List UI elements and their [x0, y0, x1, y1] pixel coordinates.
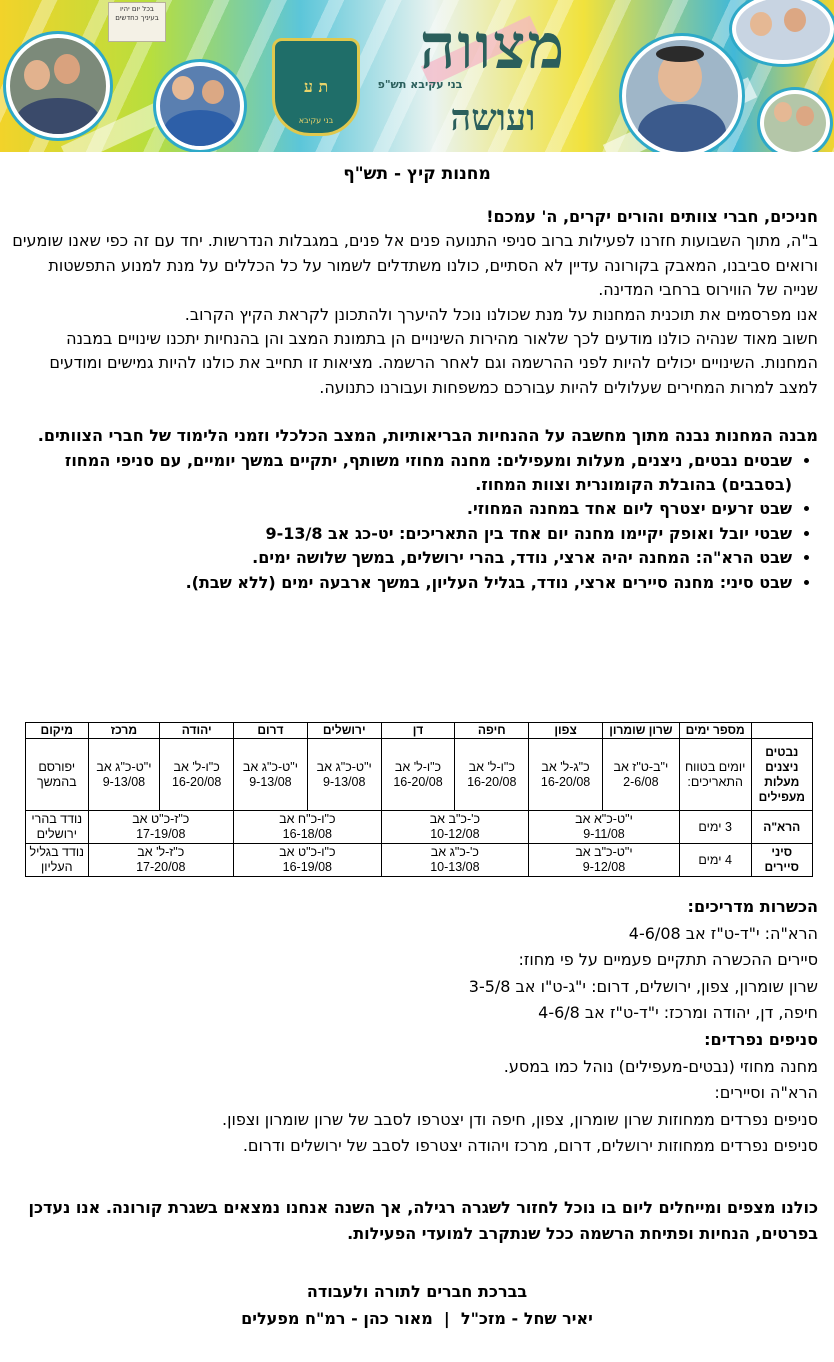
- table-cell: 3 ימים: [679, 811, 751, 844]
- branches-line: סניפים נפרדים ממחוזות ירושלים, דרום, מרכז ויהודה יצטרפו לסבב של ירושלים ודרום.: [242, 1136, 818, 1156]
- signoff: [0, 1278, 834, 1332]
- table-cell: כ'-כ"ב אב 10-12/08: [381, 811, 529, 844]
- table-row: [26, 811, 813, 844]
- banner-tagline: בני עקיבא תש"פ: [377, 78, 463, 91]
- training-heading: הכשרות מדריכים:: [687, 897, 818, 916]
- table-cell: י"ט-כ"ג אב 9-13/08: [88, 739, 160, 811]
- schedule-table-wrapper: [25, 722, 813, 876]
- table-header-cell: דן: [381, 723, 455, 739]
- table-cell: יפורסם בהמשך: [26, 739, 89, 811]
- table-cell: כ"ז-ל' אב 17-20/08: [88, 844, 234, 877]
- intro-paragraph: חשוב מאוד שנהיה כולנו מודעים לכך שלאור מהירות השינויים הן בתמונת המצב והן בהנחיות יתכנו שינויים במבנה המחנות. השינויים יכולים להיות לפני ההרשמה וגם לאחר הרשמה. מציאות זו תחייב את כולנו להיות גמישים ומודעים למצב למרות המחירים שעלולים להיות עבורכם כמשפחות ועבורנו כתנועה.: [49, 329, 818, 397]
- table-cell: כ"ו-ל' אב 16-20/08: [455, 739, 529, 811]
- list-item: • שבטים נבטים, ניצנים, מעלות ומעפילים: מחנה מחוזי משותף, יתקיים במשך יומיים, עם סניפי המחוז (בסבבים) בהובלת הקומונרית וצוות המחוז.: [12, 449, 792, 498]
- table-cell: 4 ימים: [679, 844, 751, 877]
- header-banner: [0, 0, 834, 152]
- table-header-cell: מרכז: [88, 723, 160, 739]
- banner-subtitle: ועושה: [450, 97, 536, 139]
- table-header-cell: שרון שומרון: [602, 723, 679, 739]
- table-cell: י"ב-ט"ז אב 2-6/08: [602, 739, 679, 811]
- photo-girls-bottom: [760, 90, 830, 152]
- photo-boy-headset: [622, 36, 742, 152]
- schedule-table: [25, 722, 813, 877]
- structure-heading: מבנה המחנות נבנה מתוך מחשבה על ההנחיות הבריאותיות, המצב הכלכלי וזמני הלימוד של חברי הצוותים.: [37, 426, 818, 446]
- table-cell: כ"ו-כ"ח אב 16-18/08: [234, 811, 382, 844]
- table-cell: נודד בהרי ירושלים: [26, 811, 89, 844]
- table-cell: כ'-כ"ג אב 10-13/08: [381, 844, 529, 877]
- table-cell: יומים בטווח התאריכים:: [679, 739, 751, 811]
- table-cell: כ"ז-כ"ט אב 17-19/08: [88, 811, 234, 844]
- branches-line: הרא"ה וסיירים:: [714, 1083, 818, 1103]
- document-title: מחנות קיץ - תש"ף: [343, 164, 491, 184]
- row-label: הרא"ה: [751, 811, 812, 844]
- photo-group-left: [6, 34, 110, 138]
- table-cell: י"ט-כ"ב אב 9-12/08: [529, 844, 680, 877]
- table-cell: נודד בגליל העליון: [26, 844, 89, 877]
- table-cell: י"ט-כ"ג אב 9-13/08: [234, 739, 308, 811]
- table-cell: י"ט-כ"א אב 9-11/08: [529, 811, 680, 844]
- intro-paragraph: אנו מפרסמים את תוכנית המחנות על מנת שכולנו נוכל להיערך ולהתכונן לקראת הקיץ הקרוב.: [184, 304, 818, 324]
- row-label: סיני סיירים: [751, 844, 812, 877]
- list-item: • שבט סיני: מחנה סיירים ארצי, נודד, בגליל העליון, במשך ארבעה ימים (ללא שבת).: [12, 571, 792, 595]
- table-cell: כ"ו-כ"ט אב 16-19/08: [234, 844, 382, 877]
- table-header-cell: יהודה: [160, 723, 234, 739]
- training-section: [12, 894, 818, 1160]
- photo-girls-top: [732, 0, 834, 64]
- table-header-cell: [751, 723, 812, 739]
- branches-line: סניפים נפרדים ממחוזות שרון שומרון, צפון, חיפה ודן יצטרפו לסבב של שרון שומרון וצפון.: [222, 1109, 818, 1129]
- list-item: • שבטי יובל ואופק יקיימו מחנה יום אחד בין התאריכים: יט-כג אב 9-13/8: [12, 522, 792, 546]
- photo-children: [156, 62, 244, 150]
- table-header-cell: דרום: [234, 723, 308, 739]
- table-header-cell: מיקום: [26, 723, 89, 739]
- table-cell: כ"ו-ל' אב 16-20/08: [381, 739, 455, 811]
- table-header-cell: צפון: [529, 723, 603, 739]
- closing-paragraph: כולנו מצפים ומייחלים ליום בו נוכל לחזור לשגרה רגילה, אך השנה אנחנו נמצאים בשגרת קורונה. אנו נעדכן בפרטים, הנחיות ופתיחת הרשמה ככל שנתקרב למועדי הפעילות.: [28, 1198, 818, 1243]
- intro-section: [12, 205, 818, 595]
- training-line: הרא"ה: י"ד-ט"ז אב 4-6/08: [628, 923, 818, 943]
- training-line: שרון שומרון, צפון, ירושלים, דרום: י"ג-ט"ו אב 3-5/8: [468, 976, 818, 996]
- table-row: [26, 844, 813, 877]
- banner-title: מצווה: [419, 10, 567, 83]
- training-line: חיפה, דן, יהודה ומרכז: י"ד-ט"ז אב 4-6/8: [538, 1003, 818, 1023]
- table-row: [26, 739, 813, 811]
- training-line: סיירים ההכשרה תתקיים פעמיים על פי מחוז:: [518, 950, 818, 970]
- table-header-cell: ירושלים: [307, 723, 381, 739]
- tribes-list: [12, 449, 818, 595]
- list-item: • שבט זרעים יצטרף ליום אחד במחנה המחוזי.: [12, 497, 792, 521]
- branches-heading: סניפים נפרדים:: [704, 1029, 818, 1049]
- table-cell: כ"ו-ל' אב 16-20/08: [160, 739, 234, 811]
- photo-sign: בכל יום יהיו בעיניך כחדשים: [108, 2, 166, 42]
- intro-paragraph: ב"ה, מתוך השבועות חזרנו לפעילות ברוב סניפי התנועה פנים אל פנים, במגבלות הנדרשות. יחד עם זה כפי שאנו שומעים ורואים סביבנו, המאבק בקורונה עדיין לא הסתיים, כולנו משתדלים לשמור על כל הכללים על מנת למנוע התפשטות שנייה של הווירוס ברחבי המדינה.: [12, 231, 818, 300]
- greeting: חניכים, חברי צוותים והורים יקרים, ה' עמכם!: [486, 207, 818, 226]
- row-label: נבטים ניצנים מעלות מעפילים: [751, 739, 812, 811]
- table-cell: י"ט-כ"ג אב 9-13/08: [307, 739, 381, 811]
- table-header-cell: חיפה: [455, 723, 529, 739]
- table-cell: כ"ג-ל' אב 16-20/08: [529, 739, 603, 811]
- blessing: בברכת חברים לתורה ולעבודה: [306, 1282, 528, 1301]
- table-header-cell: מספר ימים: [679, 723, 751, 739]
- list-item: • שבט הרא"ה: המחנה יהיה ארצי, נודד, בהרי ירושלים, במשך שלושה ימים.: [12, 546, 792, 570]
- signers: יאיר שחל - מזכ"ל | מאור כהן - רמ"ח מפעלים: [241, 1309, 593, 1328]
- bnei-akiva-logo: ת ע בני עקיבא: [272, 38, 360, 136]
- table-header-row: [26, 723, 813, 739]
- branches-line: מחנה מחוזי (נבטים-מעפילים) נוהל כמו במסע.: [503, 1056, 818, 1076]
